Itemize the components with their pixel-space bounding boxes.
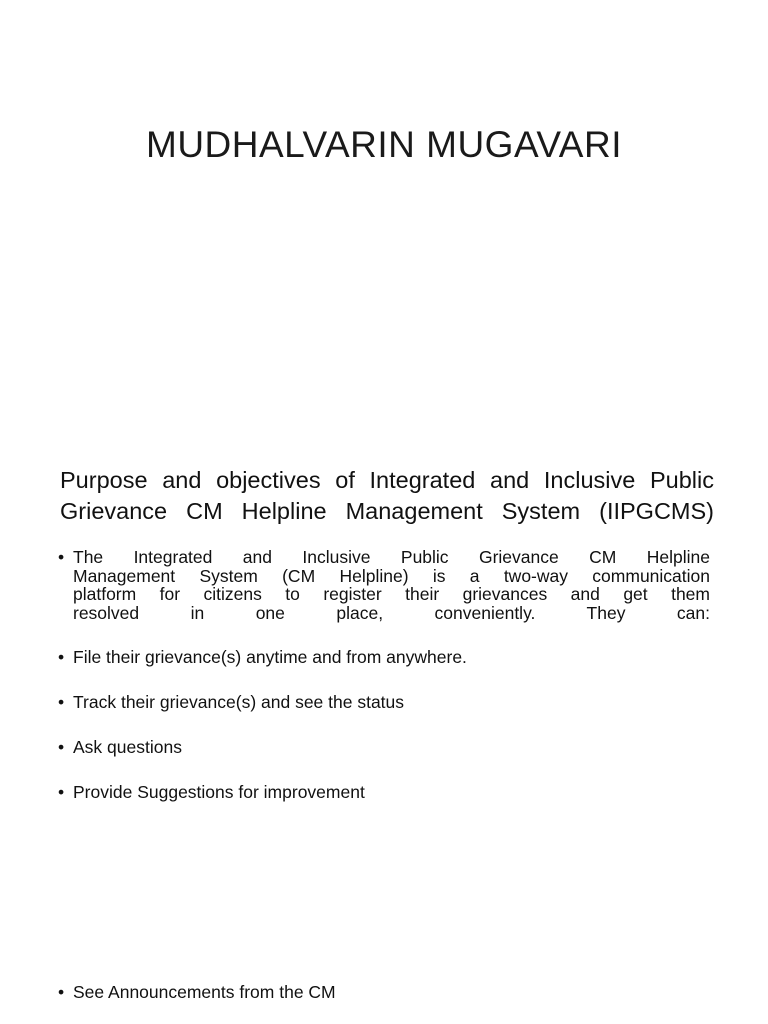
- bullet-suggestions: • Provide Suggestions for improvement: [58, 780, 710, 804]
- intro-line-2: Management System (CM Helpline) is a two-way communication: [73, 565, 710, 586]
- slide-title: MUDHALVARIN MUGAVARI: [146, 124, 622, 165]
- intro-line-4: resolved in one place, conveniently. They can:: [73, 602, 710, 623]
- bullet-ask-questions: • Ask questions: [58, 735, 710, 759]
- bullet-file-grievance: • File their grievance(s) anytime and from anywhere.: [58, 645, 710, 669]
- bullet-track-grievance: • Track their grievance(s) and see the status: [58, 690, 710, 714]
- intro-line-3: platform for citizens to register their grievances and get them: [73, 584, 710, 604]
- section-heading-line-2: Grievance CM Helpline Management System (IIPGCMS): [60, 498, 714, 524]
- section-heading-line-1: Purpose and objectives of Integrated and Inclusive Public: [60, 467, 714, 493]
- content-slide: [0, 467, 768, 1024]
- intro-line-1: • The Integrated and Inclusive Public Grievance CM Helpline: [73, 547, 710, 567]
- intro-bullet: [58, 548, 710, 622]
- section-heading: [60, 465, 714, 527]
- bullet-list: [58, 547, 710, 1002]
- bullet-announcements: • See Announcements from the CM: [58, 980, 725, 1004]
